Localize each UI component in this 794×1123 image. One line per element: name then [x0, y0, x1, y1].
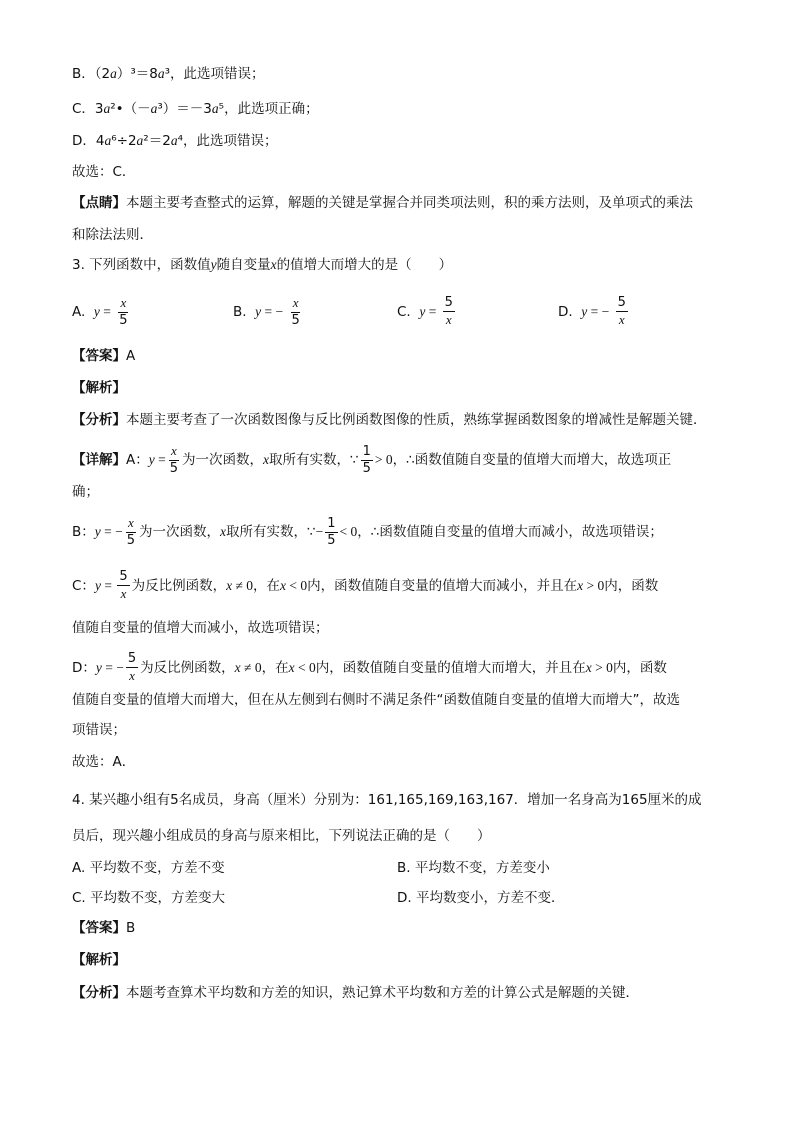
q4-analysis-tag: 【解析】	[72, 952, 126, 968]
q3-option-a: A. y = $\frac{x}{5}$	[72, 295, 128, 328]
q3-detail-c: C：y = $\frac{5}{x}$ 为反比例函数，x ≠ 0，在x < 0内，函数值随自变量的值增大而减小，并且在x > 0内，函数	[72, 569, 659, 601]
q3-detail-c-2: 值随自变量的值增大而减小，故选项错误；	[72, 620, 329, 636]
option-b-line: B．（2a）³＝8a³，此选项错误；	[72, 66, 265, 82]
q3-detail-a: 【详解】A：y = $\frac{x}{5}$ 为一次函数，x取所有实数，∵ $\frac{1}{5}$ > 0，∴函数值随自变量的值增大而增大，故选项正	[72, 443, 672, 476]
q3-detail-b: B：y = − $\frac{x}{5}$ 为一次函数，x取所有实数，∵− $\frac{1}{5}$ < 0，∴函数值随自变量的值增大而减小，故选项错误；	[72, 515, 663, 548]
choose-line: 故选：C．	[72, 164, 136, 180]
q4-stem-1: 4. 某兴趣小组有5名成员，身高（厘米）分别为：161,165,169,163,167．增加一名身高为165厘米的成	[72, 792, 702, 808]
q4-option-d: D. 平均数变小，方差不变．	[397, 890, 565, 906]
q4-stem-2: 员后，现兴趣小组成员的身高与原来相比，下列说法正确的是（ ）	[72, 828, 491, 844]
q4-answer: 【答案】B	[72, 920, 136, 936]
q4-fenxi: 【分析】本题考查算术平均数和方差的知识，熟记算术平均数和方差的计算公式是解题的关键．	[72, 985, 639, 1001]
option-d-line: D．4a⁶÷2a²＝2a⁴，此选项错误；	[72, 133, 278, 149]
option-c-line: C．3a²•（－a³）＝－3a⁵，此选项正确；	[72, 101, 319, 117]
q4-option-a: A. 平均数不变，方差不变	[72, 860, 225, 876]
q3-answer: 【答案】A	[72, 348, 136, 364]
dianjing-line-2: 和除法法则．	[72, 227, 153, 243]
q4-option-c: C. 平均数不变，方差变大	[72, 890, 226, 906]
q3-option-d: D. y = − $\frac{5}{x}$	[558, 295, 626, 327]
q3-detail-a-2: 确；	[72, 484, 99, 500]
q3-detail-d-3: 项错误；	[72, 722, 126, 738]
q3-stem: 3. 下列函数中，函数值y随自变量x的值增大而增大的是（ ）	[72, 257, 453, 273]
dianjing-line-1: 【点睛】本题主要考查整式的运算，解题的关键是掌握合并同类项法则，积的乘方法则，及单项式的乘法	[72, 195, 693, 211]
q4-option-b: B. 平均数不变，方差变小	[397, 860, 550, 876]
q3-option-c: C. y = $\frac{5}{x}$	[397, 295, 453, 327]
q3-detail-d-2: 值随自变量的值增大而增大，但在从左侧到右侧时不满足条件“函数值随自变量的值增大而增大”，故选	[72, 692, 680, 708]
q3-choose: 故选：A．	[72, 754, 136, 770]
q3-option-b: B. y = − $\frac{x}{5}$	[233, 295, 300, 328]
q3-fenxi: 【分析】本题主要考查了一次函数图像与反比例函数图像的性质，熟练掌握函数图象的增减性是解题关键．	[72, 412, 707, 428]
q3-detail-d: D：y = − $\frac{5}{x}$ 为反比例函数，x ≠ 0，在x < 0内，函数值随自变量的值增大而增大，并且在x > 0内，函数	[72, 651, 667, 683]
q3-analysis-tag: 【解析】	[72, 380, 126, 396]
